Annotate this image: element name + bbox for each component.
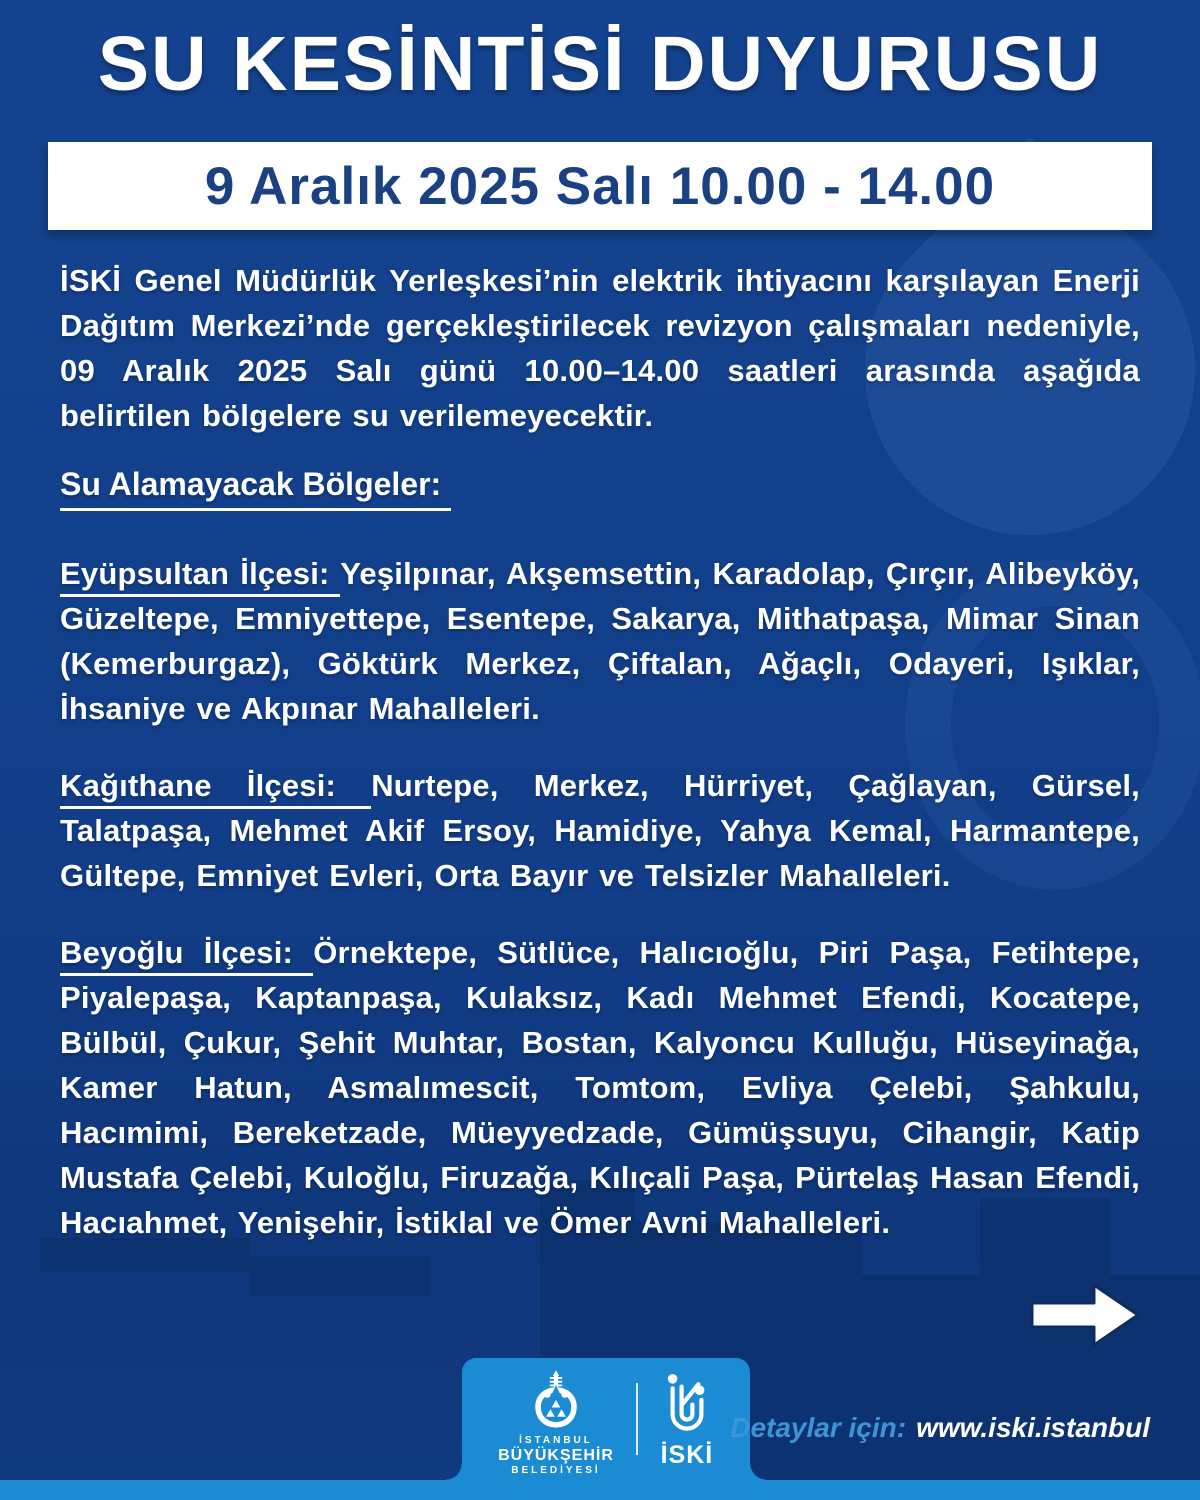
- iski-emblem-icon: [660, 1369, 714, 1439]
- details-label: Detaylar için:: [730, 1412, 907, 1443]
- footer-logo-box: [462, 1358, 750, 1480]
- date-banner: [48, 142, 1152, 230]
- logo-box-flare: [446, 1464, 462, 1480]
- district-name: Beyoğlu İlçesi:: [60, 935, 313, 976]
- footer-bar: [0, 1480, 1200, 1500]
- district-paragraph-eyupsultan: [60, 551, 1140, 731]
- ibb-wordmark: İSTANBUL BÜYÜKŞEHİR BELEDİYESİ: [498, 1435, 614, 1476]
- page-title: SU KESİNTİSİ DUYURUSU: [97, 21, 1103, 107]
- iski-wordmark: İSKİ: [660, 1441, 714, 1469]
- section-heading: Su Alamayacak Bölgeler:: [60, 464, 451, 511]
- logo-box-flare: [750, 1464, 766, 1480]
- ibb-logo: [498, 1369, 614, 1476]
- announcement-body: [60, 258, 1140, 1277]
- district-name: Eyüpsultan İlçesi:: [60, 556, 340, 597]
- details-url[interactable]: www.iski.istanbul: [916, 1412, 1150, 1443]
- next-arrow-icon[interactable]: [1028, 1281, 1142, 1349]
- district-areas: Nurtepe, Merkez, Hürriyet, Çağlayan, Gürsel, Talatpaşa, Mehmet Akif Ersoy, Hamidiye, Yahya Kemal, Harmantepe, Gültepe, Emniyet Evleri, Orta Bayır ve Telsizler Mahalleleri.: [60, 768, 1140, 893]
- iski-logo: [660, 1369, 714, 1470]
- district-areas: Yeşilpınar, Akşemsettin, Karadolap, Çırçır, Alibeyköy, Güzeltepe, Emniyettepe, Esentepe, Sakarya, Mithatpaşa, Mimar Sinan (Kemerburgaz), Göktürk Merkez, Çiftalan, Ağaçlı, Odayeri, Işıklar, İhsaniye ve Akpınar Mahalleleri.: [60, 556, 1140, 726]
- date-banner-text: 9 Aralık 2025 Salı 10.00 - 14.00: [204, 156, 996, 216]
- district-paragraph-beyoglu: [60, 930, 1140, 1245]
- district-name: Kağıthane İlçesi:: [60, 768, 371, 809]
- intro-paragraph: İSKİ Genel Müdürlük Yerleşkesi’nin elektrik ihtiyacını karşılayan Enerji Dağıtım Merkezi’nde gerçekleştirilecek revizyon çalışmaları nedeniyle, 09 Aralık 2025 Salı günü 10.00–14.00 saatleri arasında aşağıda belirtilen bölgelere su verilemeyecektir.: [60, 263, 1140, 433]
- ibb-emblem-icon: [525, 1369, 587, 1431]
- district-paragraph-kagithane: [60, 763, 1140, 898]
- footer-logo-divider: [636, 1383, 638, 1455]
- details-line: [730, 1412, 1150, 1444]
- district-areas: Örnektepe, Sütlüce, Halıcıoğlu, Piri Paşa, Fetihtepe, Piyalepaşa, Kaptanpaşa, Kulaksız, Kadı Mehmet Efendi, Kocatepe, Bülbül, Çukur, Şehit Muhtar, Bostan, Kalyoncu Kulluğu, Hüseyinağa, Kamer Hatun, Asmalımescit, Tomtom, Evliya Çelebi, Şahkulu, Hacımimi, Bereketzade, Müeyyedzade, Gümüşsuyu, Cihangir, Katip Mustafa Çelebi, Kuloğlu, Firuzağa, Kılıçali Paşa, Pürtelaş Hasan Efendi, Hacıahmet, Yenişehir, İstiklal ve Ömer Avni Mahalleleri.: [60, 935, 1140, 1240]
